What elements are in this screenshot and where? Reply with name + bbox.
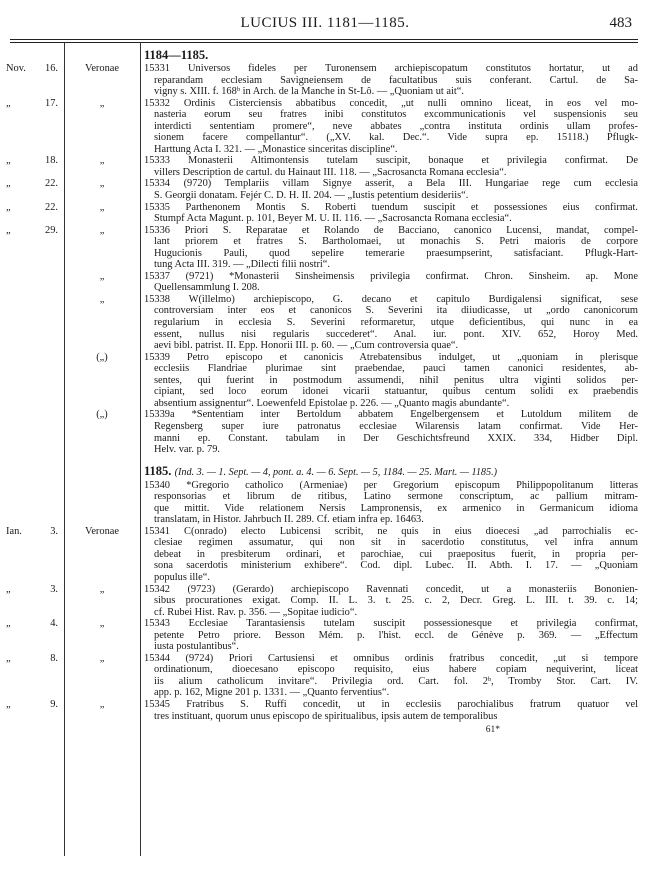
header-rule-double <box>10 42 638 43</box>
entry-line: nasteria eorum seu fratres inibi constitutos excommunicationis vel suspensionis seu <box>154 109 638 121</box>
entry-text <box>140 225 650 271</box>
page-number: 483 <box>609 15 632 31</box>
entry-day: 9. <box>50 698 58 710</box>
entry-line: S. Georgii donatam. Fejér C. D. H. II. 204. — „Iustis petentium desideriis“. <box>154 190 469 202</box>
header-rule <box>10 39 638 40</box>
regest-entry <box>0 409 650 455</box>
regest-entry <box>0 271 650 294</box>
entry-line: sionem facere compellantur“. („XV. kal. Dec.“. Vide supra ep. 15118.) Pflugk- <box>154 132 638 144</box>
entry-line: 15345 Fratribus S. Ruffi concedit, ut in ecclesiis parochialibus fratrum quatuor vel <box>144 698 638 710</box>
entry-line: iusta postulantibus“. <box>154 641 239 653</box>
regest-entry <box>0 526 650 584</box>
entry-line: Harttung Acta I. 321. — „Monastice sinceritas discipline“. <box>154 143 398 155</box>
regesta-body <box>0 48 650 735</box>
entry-line: 15342 (9723) (Gerardo) archiepiscopo Ravennati concedit, ut a monasteriis Bononien- <box>144 583 638 595</box>
regest-entry <box>0 480 650 526</box>
entry-date <box>0 699 64 711</box>
running-header <box>0 13 650 37</box>
year-heading-label: 1184—1185. <box>144 48 209 62</box>
entry-place: Veronae <box>84 63 120 74</box>
signature-mark: 61* <box>485 725 500 736</box>
entry-line: 15339a *Sententiam inter Bertoldum abbatem Engelbergensem et Lutoldum militem de <box>144 409 638 421</box>
entry-line: Quellensammlung I. 208. <box>154 282 260 294</box>
entry-place: „ <box>99 652 105 664</box>
entry-line: app. p. 162, Migne 201 p. 1331. — „Quanto ferventius“. <box>154 687 390 699</box>
entry-date <box>0 526 64 538</box>
entry-place: „ <box>99 97 105 109</box>
regest-entry <box>0 178 650 201</box>
entry-day: 17. <box>45 97 58 109</box>
entry-month: „ <box>6 698 11 710</box>
entry-month: „ <box>6 652 11 664</box>
regest-entry <box>0 618 650 653</box>
entry-line: cf. Rubei Hist. Rav. p. 356. — „Sopitae iudicio“. <box>154 606 358 618</box>
entry-place: „ <box>99 201 105 213</box>
entry-day: 3. <box>50 525 58 537</box>
entry-line: cipiant, sed loco eorum idonei vicarii statuantur, quibus centum solidi ex praebendis <box>154 386 638 398</box>
entry-place: „ <box>99 224 105 236</box>
entry-place: „ <box>99 583 105 595</box>
entry-line: sentes, qui fuerint in postmodum assumendi, nihil penitus ultra viginti solidos per- <box>154 374 638 386</box>
entry-day: 18. <box>45 155 58 167</box>
entry-month: „ <box>6 155 11 167</box>
regest-entry <box>0 98 650 156</box>
year-heading <box>140 48 650 63</box>
regest-entry <box>0 202 650 225</box>
entry-line: 15333 Monasterii Altimontensis tutelam suscipit, bonaque et privilegia confirmat. De <box>144 155 638 167</box>
entry-month: „ <box>6 201 11 213</box>
entry-line: que mittit. Vide relationem Nersis Lampronensis, ex armenico in Germanicum idioma <box>154 502 638 514</box>
entry-line: ordinationum, dioecesano episcopo requisito, eius habere copiam nequiverint, liceat <box>154 664 638 676</box>
entry-line: responsorias et librum de ritibus, Latino sermone conscriptum, ac pallium mitram- <box>154 491 638 503</box>
regest-entry <box>0 155 650 178</box>
entry-month: „ <box>6 97 11 109</box>
entry-line: essent, nullus nisi regularis succederet“. Anal. iur. pont. XIV. 652, Horoy Med. <box>154 328 638 340</box>
entry-line: petente Petro priore. Besson Mém. p. l'hist. eccl. de Génève p. 369. — „Effectum <box>154 629 638 641</box>
entry-day: 29. <box>45 224 58 236</box>
entry-place: Veronae <box>84 525 120 537</box>
entry-text <box>140 618 650 653</box>
regest-entry <box>0 294 650 352</box>
entry-line: 15339 Petro episcopo et canonicis Atrebatensibus indulget, ut „quoniam in plerisque <box>144 351 638 363</box>
entry-line: 15341 C(onrado) electo Lubicensi scribit, ne quis in eius dioecesi „ad parrochialis ec- <box>144 525 638 537</box>
entry-line: Helv. var. p. 79. <box>154 444 220 456</box>
entry-text <box>140 294 650 352</box>
entry-line: translatam, in Histor. Jahrbuch II. 289. Cf. etiam infra ep. 16463. <box>154 514 424 526</box>
entry-line: 15336 Priori S. Reparatae et Rolando de Bacciano, canonico Lucensi, mandat, compel- <box>144 224 638 236</box>
regest-entry <box>0 352 650 410</box>
regest-entry <box>0 63 650 98</box>
regest-entry <box>0 653 650 699</box>
year-heading-row <box>0 464 650 480</box>
year-heading <box>140 464 650 480</box>
year-heading-row <box>0 48 650 63</box>
entry-day: 22. <box>45 178 58 190</box>
entry-text <box>140 699 650 722</box>
entry-line: sona sacerdotis ministerium exhibere“. Cod. dipl. Lubec. II. Abth. I. 17. — „Quoniam <box>154 560 638 572</box>
entry-day: 8. <box>50 652 58 664</box>
entry-text <box>140 480 650 526</box>
year-heading-note: (Ind. 3. — 1. Sept. — 4, pont. a. 4. — 6. Sept. — 5, 1184. — 25. Mart. — 1185.) <box>174 466 498 478</box>
entry-date <box>0 584 64 596</box>
running-title: LUCIUS III. 1181—1185. <box>240 15 410 31</box>
entry-line: Regensberg super iure patronatus ecclesiae Wilarensis latam confirmat. Vide Her- <box>154 420 638 432</box>
entry-date <box>0 202 64 214</box>
entry-day: 16. <box>45 63 58 74</box>
entry-text <box>140 526 650 584</box>
entry-place: („) <box>96 351 108 363</box>
regest-entry <box>0 699 650 722</box>
entry-place: „ <box>99 270 105 282</box>
entry-text <box>140 409 650 455</box>
entry-date <box>0 653 64 665</box>
entry-line: 15343 Ecclesiae Tarantasiensis tutelam suscipit possessionesque et privilegia confirmat, <box>144 618 638 630</box>
entry-line: 15331 Universos fideles per Turonensem archiepiscopatum constitutos hortatur, ut ad <box>144 63 638 74</box>
year-heading-label: 1185. <box>144 463 172 478</box>
entry-line: debeat in presbiterum ordinari, et parochiae, cui praepositus fuerit, in propria per- <box>154 548 638 560</box>
entry-line: aevi bibl. patrist. II. Epp. Honorii III. p. 60. — „Cum controversia quae“. <box>154 340 459 352</box>
entry-line: vigny s. XIII. f. 168ᵇ in Arch. de la Manche in St-Lô. — „Quoniam ut ait“. <box>154 86 464 98</box>
entry-line: 15334 (9720) Templariis villam Signye asserit, a Bela III. Hungariae rege cum ecclesia <box>144 178 638 190</box>
entry-line: sibus procurationes exigat. Comp. II. L. 3. t. 25. c. 2, Decr. Greg. L. III. t. 39. c. 14; <box>154 595 638 607</box>
entry-line: manni ep. Constant. tabulam in Der Geschichtsfreund XXIX. 334, Hidber Dipl. <box>154 432 638 444</box>
entry-line: 15344 (9724) Priori Cartusiensi et omnibus ordinis fratribus concedit, „ut si tempore <box>144 652 638 664</box>
entry-month: „ <box>6 583 11 595</box>
entry-date <box>0 63 64 75</box>
entry-line: lant priorem et fratres S. Bartholomaei, ut monachis S. Petri maioris de corpore <box>154 236 638 248</box>
entry-month: „ <box>6 178 11 190</box>
entry-day: 22. <box>45 201 58 213</box>
entry-line: Stumpf Acta Magunt. p. 101, Beyer M. U. II. 116. — „Sacrosancta Romana ecclesia“. <box>154 213 512 225</box>
entry-place: „ <box>99 155 105 167</box>
entry-place: „ <box>99 698 105 710</box>
entry-month: Ian. <box>6 525 22 537</box>
entry-line: 15335 Parthenonem Montis S. Roberti tuendum suscipit et possessiones eius confirmat. <box>144 201 638 213</box>
section-gap <box>0 456 650 464</box>
entry-line: Hugucionis Pauli, quod sepelire temerarie praesumpserint, satisfaciant. Pflugk-Hart- <box>154 247 638 259</box>
entry-day: 4. <box>50 618 58 630</box>
entry-text <box>140 352 650 410</box>
entry-date <box>0 178 64 190</box>
entry-date <box>0 618 64 630</box>
entry-text <box>140 178 650 201</box>
entry-text <box>140 155 650 178</box>
entry-line: absentium assignentur“. Loewenfeld Epistolae p. 226. — „Quanto magis abundante“. <box>154 397 510 409</box>
entry-text <box>140 98 650 156</box>
entry-month: „ <box>6 224 11 236</box>
entry-line: ecclesiis Flandriae plurimae sint praebendae, pauci tamen canonici residentes, ab- <box>154 363 638 375</box>
entry-place: „ <box>99 618 105 630</box>
entry-line: iis alium catholicum invitare“. Privilegia ord. Cart. fol. 2ᵇ, Tromby Stor. Cart. IV. <box>154 675 638 687</box>
entry-line: tres instituant, quorum unus episcopo de spiritualibus, ipsis autem de temporalibus <box>154 710 498 722</box>
entry-date <box>0 225 64 237</box>
entry-place: („) <box>96 409 108 421</box>
entry-line: clesiae regimen assumatur, qui non sit in sacerdotio constitutus, vel infra annum <box>154 537 638 549</box>
entry-date <box>0 155 64 167</box>
entry-text <box>140 653 650 699</box>
entry-line: controversiam inter eos et canonicos S. Severini ita diiudicasse, ut „ordo canonicorum <box>154 305 638 317</box>
entry-line: interdicti sententiam promere“, neve abbates „contra instituta ordinis ullam profes- <box>154 120 638 132</box>
entry-month: Nov. <box>6 63 26 74</box>
entry-line: reparandam ecclesiam Savigneiensem de facultatibus suis conferant. Cartul. de Sa- <box>154 74 638 86</box>
entry-line: populus ille“. <box>154 571 210 583</box>
entry-line: 15340 *Gregorio catholico (Armeniae) per Gregorium episcopum Philippopolitanum litteras <box>144 479 638 491</box>
entry-month: „ <box>6 618 11 630</box>
entry-day: 3. <box>50 583 58 595</box>
entry-text <box>140 63 650 98</box>
regest-entry <box>0 225 650 271</box>
entry-text <box>140 584 650 619</box>
entry-text <box>140 202 650 225</box>
regest-entry <box>0 584 650 619</box>
entry-date <box>0 98 64 110</box>
entry-place: „ <box>99 178 105 190</box>
entry-line: tung Acta III. 319. — „Dilecti filii nostri“. <box>154 259 331 271</box>
entry-line: 15332 Ordinis Cisterciensis abbatibus concedit, „ut nulli omnino liceat, in eos vel mo- <box>144 97 638 109</box>
entry-line: 15337 (9721) *Monasterii Sinsheimensis privilegia confirmat. Chron. Sinsheim. ap. Mone <box>144 270 638 282</box>
entry-line: 15338 W(illelmo) archiepiscopo, G. decano et capitulo Burdigalensi significat, sese <box>144 293 638 305</box>
entry-place: „ <box>99 293 105 305</box>
entry-line: regularium in ecclesia S. Severini reformaretur, utque deficientibus, qui nunc in ea <box>154 317 638 329</box>
entry-text <box>140 271 650 294</box>
entry-line: villers Description de cartul. du Hainaut III. 118. — „Sacrosancta Romana ecclesia“. <box>154 166 507 178</box>
